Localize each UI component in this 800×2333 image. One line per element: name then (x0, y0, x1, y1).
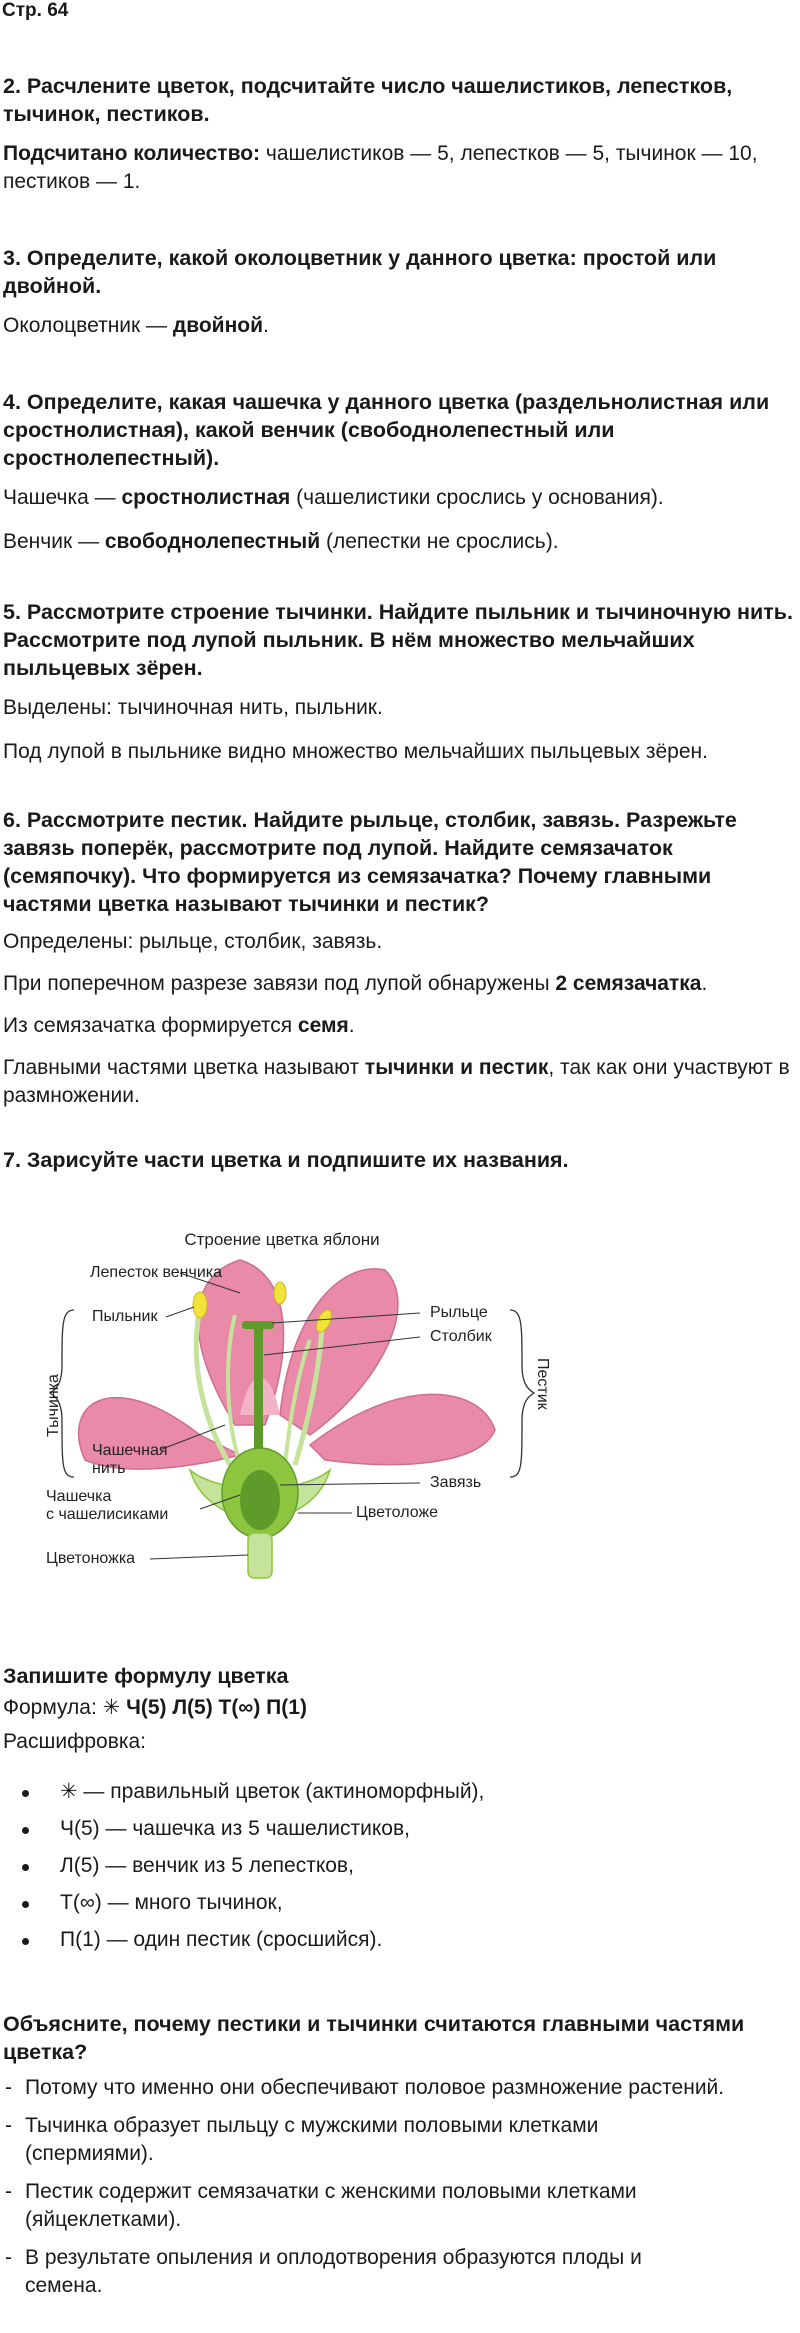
dash-marker: - (5, 2076, 12, 2099)
list-item-text: Пестик содержит семязачатки с женскими половыми клетками (яйцеклетками). (25, 2180, 637, 2231)
task-6-answer-2 (3, 970, 793, 998)
list-item (0, 1778, 790, 1815)
label-ovary: Завязь (430, 1474, 482, 1491)
list-item (3, 2074, 793, 2102)
task-5-question: 5. Рассмотрите строение тычинки. Найдите пыльник и тычиночную нить. Рассмотрите под лупой пыльник. В нём множество мельчайших пыльцевых зёрен. (3, 600, 793, 680)
task-3-answer-bold: двойной (172, 314, 264, 337)
explain-section (3, 2010, 793, 2310)
dash-marker: - (5, 2246, 12, 2269)
task-4-question: 4. Определите, какая чашечка у данного цветка (раздельнолистная или сростнолистная), какой венчик (свободнолепестный или сростнолепестный). (3, 390, 770, 470)
pedicel (248, 1533, 272, 1578)
task-6-answer-3 (3, 1012, 793, 1040)
label-calyx-1: Чашечка (46, 1488, 112, 1505)
task-4-calyx-suffix: (чашелистики срослись у основания). (290, 486, 664, 509)
task-2-answer (3, 140, 793, 196)
task-4-calyx-prefix: Чашечка — (3, 486, 122, 509)
flower-formula-section (3, 1662, 793, 1756)
task-6-answer-1: Определены: рыльце, столбик, завязь. (3, 930, 383, 953)
bullet-icon (22, 1938, 29, 1945)
list-item-text: Тычинка образует пыльцу с мужскими половыми клетками (спермиями). (25, 2114, 599, 2165)
dash-marker: - (5, 2180, 12, 2203)
flower-illustration (40, 1215, 560, 1615)
label-anther: Пыльник (92, 1308, 158, 1325)
task-5-answer-2: Под лупой в пыльнике видно множество мельчайших пыльцевых зёрен. (3, 740, 708, 763)
task-4-calyx-bold: сростнолистная (121, 486, 291, 509)
list-item (0, 1926, 790, 1963)
formula-heading: Запишите формулу цветка (3, 1664, 289, 1688)
task-6-answer-4 (3, 1054, 793, 1110)
label-receptacle: Цветоложе (356, 1504, 439, 1521)
page-number: Стр. 64 (2, 0, 69, 21)
list-item (3, 2178, 793, 2234)
bullet-icon (22, 1790, 29, 1797)
pistil-bracket (510, 1310, 534, 1477)
apple-flower-diagram (40, 1215, 560, 1615)
label-stigma: Рыльце (430, 1304, 488, 1321)
task-3-answer-prefix: Околоцветник — (3, 314, 173, 337)
task-6-answer-3-bold: семя (297, 1014, 349, 1037)
leader-pedicel (150, 1555, 248, 1559)
task-6-answer-3-suffix: . (348, 1014, 355, 1037)
task-6-answer-2-bold: 2 семязачатка (555, 972, 702, 995)
list-item (0, 1889, 790, 1926)
task-4-corolla-suffix: (лепестки не срослись). (320, 530, 559, 553)
explain-list (3, 2074, 793, 2300)
list-item-text: ✳ — правильный цветок (актиноморфный), (60, 1780, 485, 1803)
bullet-icon (22, 1864, 29, 1871)
formula-line (3, 1694, 793, 1722)
list-item-text: Ч(5) — чашечка из 5 чашелистиков, (60, 1817, 410, 1840)
list-item (0, 1815, 790, 1852)
formula-prefix: Формула: (3, 1696, 103, 1719)
list-item-text: Потому что именно они обеспечивают половое размножение растений. (25, 2076, 725, 2099)
list-item (3, 2244, 793, 2300)
ovary (240, 1470, 280, 1530)
task-7-question: 7. Зарисуйте части цветка и подпишите их названия. (3, 1148, 569, 1172)
task-6 (3, 806, 793, 1110)
task-2-answer-text: чашелистиков — 5, лепестков — 5, тычинок — 10, пестиков — 1. (3, 142, 758, 193)
label-petal: Лепесток венчика (90, 1264, 223, 1281)
task-6-answer-4-prefix: Главными частями цветка называют (3, 1056, 365, 1079)
list-item-text: В результате опыления и оплодотворения образуются плоды и семена. (25, 2246, 642, 2297)
task-5 (3, 598, 793, 766)
task-5-answer-1: Выделены: тычиночная нить, пыльник. (3, 696, 383, 719)
pistil-stigma (242, 1321, 274, 1329)
task-2-question: 2. Расчлените цветок, подсчитайте число чашелистиков, лепестков, тычинок, пестиков. (3, 74, 733, 126)
task-4 (3, 388, 793, 556)
task-2-answer-label: Подсчитано количество: (3, 142, 261, 165)
bullet-icon (22, 1827, 29, 1834)
task-3-question: 3. Определите, какой околоцветник у данного цветка: простой или двойной. (3, 246, 717, 298)
task-7 (3, 1146, 793, 1174)
label-stamens: Тычинка (45, 1374, 62, 1437)
label-style: Столбик (430, 1328, 492, 1345)
list-item (3, 2112, 793, 2168)
list-item-text: П(1) — один пестик (сросшийся). (60, 1928, 383, 1951)
task-6-answer-2-prefix: При поперечном разрезе завязи под лупой обнаружены (3, 972, 556, 995)
anther-1 (193, 1292, 207, 1318)
leader-anther (166, 1307, 194, 1317)
task-4-corolla-prefix: Венчик — (3, 530, 105, 553)
dash-marker: - (5, 2114, 12, 2137)
task-4-corolla-bold: свободнолепестный (104, 530, 321, 553)
formula-decode-list (0, 1778, 790, 1963)
task-3 (3, 244, 793, 340)
pistil-style (254, 1327, 263, 1457)
task-6-answer-3-prefix: Из семязачатка формируется (3, 1014, 298, 1037)
formula-decode-label: Расшифровка: (3, 1730, 147, 1753)
task-2 (3, 72, 793, 196)
label-filament-2: нить (92, 1460, 126, 1477)
label-filament-1: Чашечная (92, 1442, 168, 1459)
list-item-text: Л(5) — венчик из 5 лепестков, (60, 1854, 354, 1877)
label-calyx-2: с чашелисиками (46, 1506, 169, 1523)
task-6-answer-4-suffix: , так как они участвуют в размножении. (3, 1056, 790, 1107)
task-3-answer (3, 312, 793, 340)
anther-3 (274, 1282, 286, 1304)
list-item (0, 1852, 790, 1889)
task-4-answer-calyx (3, 484, 793, 512)
task-4-answer-corolla (3, 528, 793, 556)
task-6-question: 6. Рассмотрите пестик. Найдите рыльце, столбик, завязь. Разрежьте завязь поперёк, рассмотрите под лупой. Найдите семязачаток (семяпочку). Что формируется из семязачатка? Почему главными частями цветка называют тычинки и пестик? (3, 808, 737, 916)
diagram-title: Строение цветка яблони (184, 1230, 380, 1249)
task-6-answer-2-suffix: . (701, 972, 708, 995)
task-3-answer-suffix: . (263, 314, 269, 337)
formula-value: ✳ Ч(5) Л(5) Т(∞) П(1) (102, 1696, 307, 1719)
explain-heading: Объясните, почему пестики и тычинки считаются главными частями цветка? (3, 2012, 745, 2064)
label-pistil: Пестик (534, 1358, 551, 1410)
task-6-answer-4-bold: тычинки и пестик (364, 1056, 549, 1079)
list-item-text: Т(∞) — много тычинок, (60, 1891, 283, 1914)
label-pedicel: Цветоножка (46, 1550, 136, 1567)
bullet-icon (22, 1901, 29, 1908)
